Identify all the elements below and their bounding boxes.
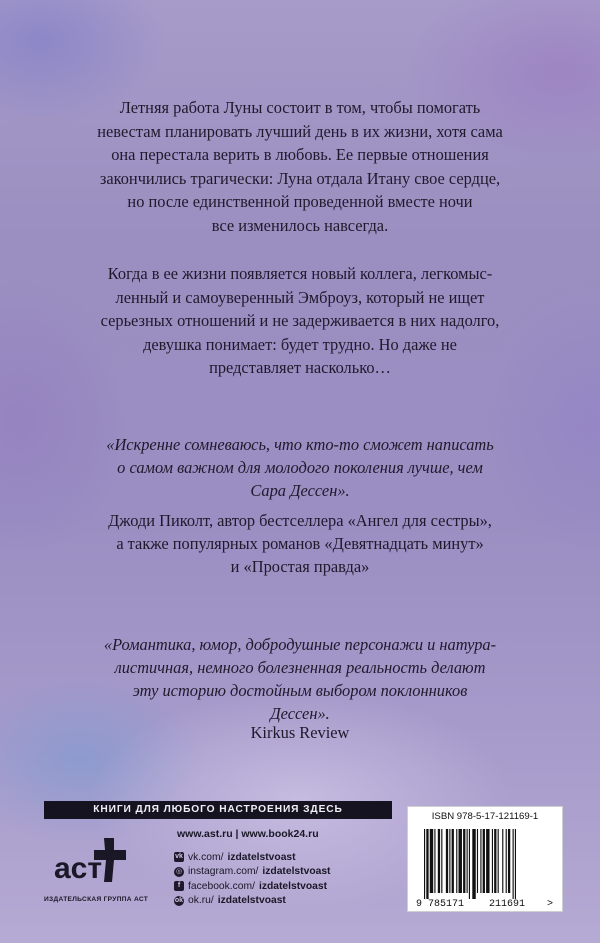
blurb-paragraph-2 [60, 262, 540, 380]
blurb-paragraph-1 [60, 96, 540, 237]
barcode-bar [459, 829, 462, 893]
barcode-bar [498, 829, 499, 893]
barcode-bar [469, 829, 470, 899]
odnoklassniki-icon: ok [174, 896, 184, 904]
quote-2-line: Дессен». [270, 704, 330, 723]
tagline-banner: КНИГИ ДЛЯ ЛЮБОГО НАСТРОЕНИЯ ЗДЕСЬ [44, 801, 392, 819]
quote-2-line: эту историю достойным выбором поклонников [132, 681, 468, 700]
barcode-bar [426, 829, 428, 899]
quote-1-line: «Искренне сомневаюсь, что кто-то сможет написать [106, 435, 494, 454]
barcode-bar [467, 829, 468, 893]
social-link-facebook[interactable]: f facebook.com/ izdatelstvoast [174, 879, 331, 894]
facebook-icon: f [174, 881, 184, 891]
barcode-bar [477, 829, 478, 893]
blurb-paragraph-2-line: представляет насколько… [209, 358, 391, 377]
quote-2-line: листичная, немного болезненная реальность делают [114, 658, 486, 677]
vk-icon: vk [175, 853, 183, 861]
barcode-digit-prefix: 9 [416, 899, 423, 909]
barcode-bar [508, 829, 510, 893]
barcode-bar [456, 829, 457, 893]
barcode-digit-suffix: > [547, 899, 554, 909]
quote-1-line: о самом важном для молодого поколения лучше, чем [117, 458, 483, 477]
isbn-number: ISBN 978-5-17-121169-1 [431, 811, 539, 822]
blurb-paragraph-1-line: Летняя работа Луны состоит в том, чтобы помогать [119, 98, 481, 117]
barcode-bar [430, 829, 433, 893]
quote-1-text [52, 433, 548, 502]
barcode-bar [441, 829, 442, 893]
barcode-bar [492, 829, 493, 893]
barcode-bar [434, 829, 435, 893]
barcode [414, 827, 556, 909]
barcode-bar [483, 829, 485, 893]
quote-1-attribution-line: а также популярных романов «Девятнадцать минут» [116, 534, 484, 553]
quote-2-attribution [52, 721, 548, 744]
blurb-paragraph-2-line: Когда в ее жизни появляется новый коллега, легкомыс- [107, 264, 493, 283]
barcode-bar [515, 829, 516, 899]
blurb-paragraph-1-line: невестам планировать лучший день в их жизни, хотя сама [97, 121, 503, 141]
barcode-bar [502, 829, 503, 893]
blurb-paragraph-1-line: все изменилось навсегда. [211, 215, 389, 235]
barcode-digits-right: 211691 [489, 899, 526, 909]
barcode-bar [463, 829, 465, 893]
barcode-bar [494, 829, 496, 893]
quote-2-text [52, 633, 548, 725]
instagram-icon: ◎ [175, 867, 183, 875]
blurb-paragraph-1-line: она перестала верить в любовь. Ее первые отношения [111, 145, 489, 164]
social-link-instagram[interactable]: ◎ instagram.com/ izdatelstvoast [175, 866, 331, 878]
quote-1-attribution-line: и «Простая правда» [230, 557, 370, 576]
publisher-caption: ИЗДАТЕЛЬСКАЯ ГРУППА АСТ [44, 896, 149, 903]
barcode-bar [472, 829, 475, 899]
blurb-paragraph-2-line: серьезных отношений и не задерживается в них надолго, [100, 311, 500, 330]
social-link-odnoklassniki[interactable]: ok ok.ru/ izdatelstvoast [174, 895, 286, 907]
blurb-paragraph-1-line: закончились трагически: Луна отдала Итану свое сердце, [99, 168, 501, 188]
barcode-bar [480, 829, 481, 893]
social-link-vk[interactable]: vk vk.com/ izdatelstvoast [175, 851, 296, 863]
barcode-bar [486, 829, 489, 893]
barcode-bar [424, 829, 425, 899]
quote-2-attribution-line: Kirkus Review [250, 723, 350, 742]
quote-2-line: «Романтика, юмор, добродушные персонажи и натура- [103, 635, 497, 654]
ast-logo-text: аст [54, 852, 103, 885]
quote-1-attribution [52, 509, 548, 578]
barcode-bar [506, 829, 507, 893]
social-links [174, 850, 331, 908]
barcode-bar [449, 829, 450, 893]
blurb-paragraph-2-line: ленный и самоуверенный Эмброуз, который не ищет [115, 287, 485, 307]
quote-1-line: Сара Дессен». [250, 481, 350, 500]
barcode-bar [513, 829, 514, 899]
ast-logo [52, 836, 132, 888]
website-links[interactable]: www.ast.ru | www.book24.ru [177, 828, 319, 840]
quote-1-attribution-line: Джоди Пиколт, автор бестселлера «Ангел для сестры», [108, 511, 492, 530]
blurb-paragraph-1-line: но после единственной проведенной вместе ночи [127, 192, 473, 211]
blurb-paragraph-2-line: девушка понимает: будет трудно. Но даже не [143, 334, 457, 354]
barcode-digits-left: 785171 [428, 899, 465, 909]
barcode-bar [452, 829, 454, 893]
barcode-bar [438, 829, 440, 893]
isbn-barcode-block [407, 806, 563, 912]
barcode-bar [446, 829, 448, 893]
